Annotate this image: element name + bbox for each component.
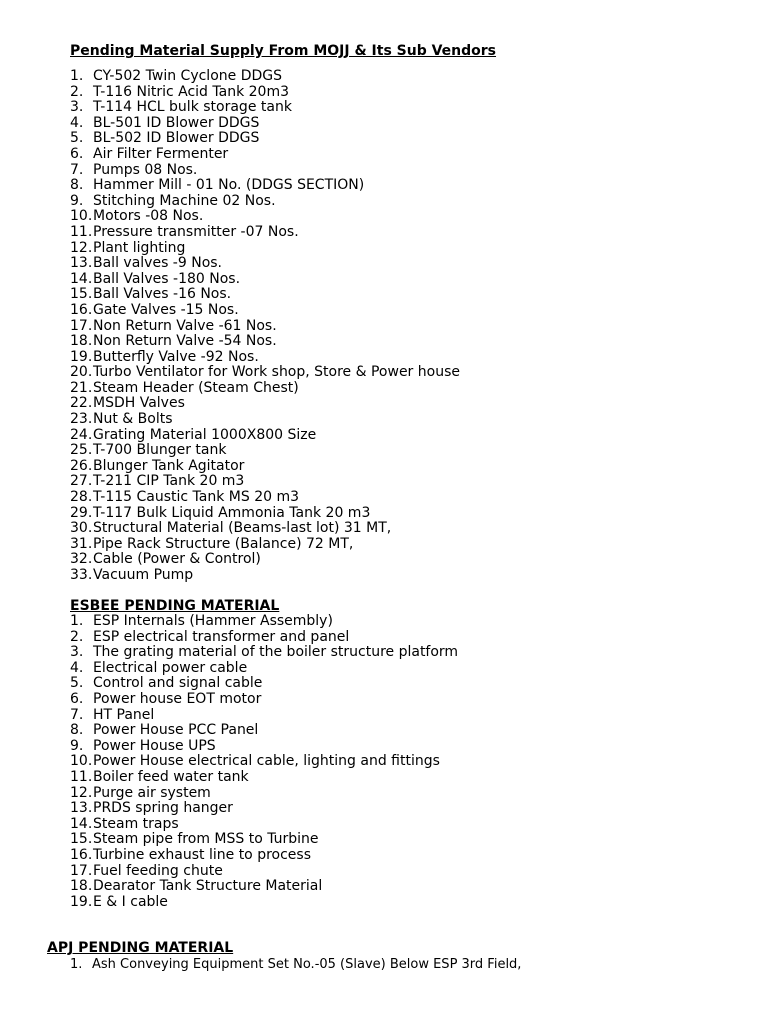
item-text: Power House UPS xyxy=(93,737,216,754)
list-item xyxy=(70,552,460,568)
item-number: 29. xyxy=(70,504,93,521)
list-item xyxy=(70,630,458,646)
item-number: 11. xyxy=(70,223,93,240)
item-text: Control and signal cable xyxy=(93,675,263,692)
list-item xyxy=(70,864,458,880)
list-item xyxy=(70,754,458,770)
list-item xyxy=(70,568,460,584)
item-text: Steam Header (Steam Chest) xyxy=(93,379,299,396)
item-text: Boiler feed water tank xyxy=(93,768,249,785)
list-item xyxy=(70,287,460,303)
list-item xyxy=(70,459,460,475)
item-text: Pressure transmitter -07 Nos. xyxy=(93,223,299,240)
list-item xyxy=(70,708,458,724)
list-item xyxy=(70,661,458,677)
item-number: 3. xyxy=(70,99,84,116)
item-text: T-115 Caustic Tank MS 20 m3 xyxy=(93,489,300,506)
item-text: The grating material of the boiler structure platform xyxy=(93,644,459,661)
item-text: MSDH Valves xyxy=(93,395,185,412)
item-number: 28. xyxy=(70,489,93,506)
item-text: E & I cable xyxy=(93,893,168,910)
item-number: 14. xyxy=(70,815,93,832)
item-number: 16. xyxy=(70,301,93,318)
item-text: Air Filter Fermenter xyxy=(93,145,229,162)
item-text: Butterfly Valve -92 Nos. xyxy=(93,348,259,365)
list-item xyxy=(70,474,460,490)
list-item xyxy=(70,614,458,630)
list-item xyxy=(70,443,460,459)
section-title-esbee: ESBEE PENDING MATERIAL xyxy=(70,598,280,614)
item-number: 4. xyxy=(70,114,84,131)
item-text: Turbo Ventilator for Work shop, Store & Power house xyxy=(93,364,460,381)
item-number: 22. xyxy=(70,395,93,412)
item-number: 14. xyxy=(70,270,93,287)
list-item xyxy=(70,69,460,85)
list-item xyxy=(70,428,460,444)
item-number: 7. xyxy=(70,706,84,723)
item-text: ESP electrical transformer and panel xyxy=(93,628,350,645)
item-number: 2. xyxy=(70,628,84,645)
list-item xyxy=(70,334,460,350)
item-text: Pumps 08 Nos. xyxy=(93,161,198,178)
list-item xyxy=(70,131,460,147)
item-number: 17. xyxy=(70,317,93,334)
item-text: Power House electrical cable, lighting and fittings xyxy=(93,753,440,770)
item-text: T-114 HCL bulk storage tank xyxy=(93,99,292,116)
list-item xyxy=(70,848,458,864)
item-number: 24. xyxy=(70,426,93,443)
list-item xyxy=(70,209,460,225)
item-text: CY-502 Twin Cyclone DDGS xyxy=(93,68,282,84)
list-item xyxy=(70,381,460,397)
item-number: 18. xyxy=(70,333,93,350)
list-item xyxy=(70,163,460,179)
apj-pending-list xyxy=(70,957,521,973)
item-number: 8. xyxy=(70,722,84,739)
item-number: 5. xyxy=(70,675,84,692)
item-text: Nut & Bolts xyxy=(93,411,173,428)
item-text: Purge air system xyxy=(93,784,211,801)
item-number: 31. xyxy=(70,535,93,552)
item-text: Ball valves -9 Nos. xyxy=(93,255,223,272)
item-text: Vacuum Pump xyxy=(93,567,194,583)
item-number: 7. xyxy=(70,161,84,178)
item-text: Ball Valves -180 Nos. xyxy=(93,270,241,287)
item-number: 12. xyxy=(70,784,93,801)
list-item xyxy=(70,85,460,101)
item-text: Turbine exhaust line to process xyxy=(93,846,311,863)
item-number: 15. xyxy=(70,831,93,848)
item-number: 6. xyxy=(70,690,84,707)
item-text: Electrical power cable xyxy=(93,659,248,676)
list-item xyxy=(70,272,460,288)
list-item xyxy=(70,957,521,973)
item-text: Structural Material (Beams-last lot) 31 MT, xyxy=(93,520,392,537)
item-text: Pipe Rack Structure (Balance) 72 MT, xyxy=(93,535,354,552)
section-title-mojj: Pending Material Supply From MOJJ & Its Sub Vendors xyxy=(70,43,497,59)
item-text: T-211 CIP Tank 20 m3 xyxy=(93,473,245,490)
list-item xyxy=(70,490,460,506)
list-item xyxy=(70,506,460,522)
item-number: 32. xyxy=(70,551,93,568)
esbee-pending-list xyxy=(70,614,458,910)
item-number: 33. xyxy=(70,567,93,583)
item-number: 19. xyxy=(70,893,93,910)
item-number: 20. xyxy=(70,364,93,381)
list-item xyxy=(70,692,458,708)
item-text: Dearator Tank Structure Material xyxy=(93,878,323,895)
list-item xyxy=(70,645,458,661)
list-item xyxy=(70,178,460,194)
list-item xyxy=(70,116,460,132)
item-text: Gate Valves -15 Nos. xyxy=(93,301,239,318)
item-number: 13. xyxy=(70,255,93,272)
item-number: 12. xyxy=(70,239,93,256)
item-number: 21. xyxy=(70,379,93,396)
list-item xyxy=(70,256,460,272)
list-item xyxy=(70,817,458,833)
list-item xyxy=(70,676,458,692)
item-text: T-116 Nitric Acid Tank 20m3 xyxy=(93,83,289,100)
item-number: 1. xyxy=(70,68,84,84)
list-item xyxy=(70,225,460,241)
list-item xyxy=(70,396,460,412)
item-text: ESP Internals (Hammer Assembly) xyxy=(93,613,333,629)
list-item xyxy=(70,895,458,911)
item-number: 9. xyxy=(70,192,84,209)
item-text: Ball Valves -16 Nos. xyxy=(93,286,232,303)
list-item xyxy=(70,537,460,553)
item-text: HT Panel xyxy=(93,706,155,723)
item-number: 17. xyxy=(70,862,93,879)
item-text: Power house EOT motor xyxy=(93,690,262,707)
item-text: BL-501 ID Blower DDGS xyxy=(93,114,260,131)
list-item xyxy=(70,412,460,428)
item-text: Non Return Valve -61 Nos. xyxy=(93,317,277,334)
item-number: 25. xyxy=(70,442,93,459)
list-item xyxy=(70,723,458,739)
list-item xyxy=(70,521,460,537)
list-item xyxy=(70,801,458,817)
list-item xyxy=(70,350,460,366)
item-number: 3. xyxy=(70,644,84,661)
item-text: Non Return Valve -54 Nos. xyxy=(93,333,277,350)
item-text: Steam pipe from MSS to Turbine xyxy=(93,831,319,848)
list-item xyxy=(70,319,460,335)
mojj-pending-list xyxy=(70,69,460,584)
list-item xyxy=(70,365,460,381)
item-text: Fuel feeding chute xyxy=(93,862,223,879)
item-text: Motors -08 Nos. xyxy=(93,208,204,225)
list-item xyxy=(70,147,460,163)
item-number: 10. xyxy=(70,208,93,225)
item-number: 23. xyxy=(70,411,93,428)
list-item xyxy=(70,770,458,786)
list-item xyxy=(70,100,460,116)
item-number: 16. xyxy=(70,846,93,863)
item-text: Steam traps xyxy=(93,815,179,832)
item-number: 8. xyxy=(70,177,84,194)
item-text: Hammer Mill - 01 No. (DDGS SECTION) xyxy=(93,177,365,194)
list-item xyxy=(70,194,460,210)
item-number: 19. xyxy=(70,348,93,365)
list-item xyxy=(70,879,458,895)
item-number: 9. xyxy=(70,737,84,754)
item-text: BL-502 ID Blower DDGS xyxy=(93,130,260,147)
item-number: 10. xyxy=(70,753,93,770)
section-title-apj: APJ PENDING MATERIAL xyxy=(47,940,234,956)
item-text: PRDS spring hanger xyxy=(93,800,233,817)
item-text: Power House PCC Panel xyxy=(93,722,259,739)
item-text: Cable (Power & Control) xyxy=(93,551,261,568)
item-text: T-117 Bulk Liquid Ammonia Tank 20 m3 xyxy=(93,504,371,521)
item-number: 1. xyxy=(70,613,84,629)
item-number: 27. xyxy=(70,473,93,490)
list-item xyxy=(70,241,460,257)
item-number: 2. xyxy=(70,83,84,100)
list-item xyxy=(70,303,460,319)
item-text: Plant lighting xyxy=(93,239,186,256)
item-number: 15. xyxy=(70,286,93,303)
list-item xyxy=(70,739,458,755)
item-number: 11. xyxy=(70,768,93,785)
list-item xyxy=(70,832,458,848)
item-number: 4. xyxy=(70,659,84,676)
item-number: 6. xyxy=(70,145,84,162)
item-number: 30. xyxy=(70,520,93,537)
item-number: 5. xyxy=(70,130,84,147)
item-number: 1. xyxy=(70,957,83,972)
item-text: Ash Conveying Equipment Set No.-05 (Slave) Below ESP 3rd Field, xyxy=(92,957,522,972)
item-text: T-700 Blunger tank xyxy=(93,442,227,459)
item-number: 18. xyxy=(70,878,93,895)
item-number: 26. xyxy=(70,457,93,474)
item-text: Grating Material 1000X800 Size xyxy=(93,426,317,443)
item-text: Blunger Tank Agitator xyxy=(93,457,245,474)
item-number: 13. xyxy=(70,800,93,817)
list-item xyxy=(70,786,458,802)
item-text: Stitching Machine 02 Nos. xyxy=(93,192,276,209)
